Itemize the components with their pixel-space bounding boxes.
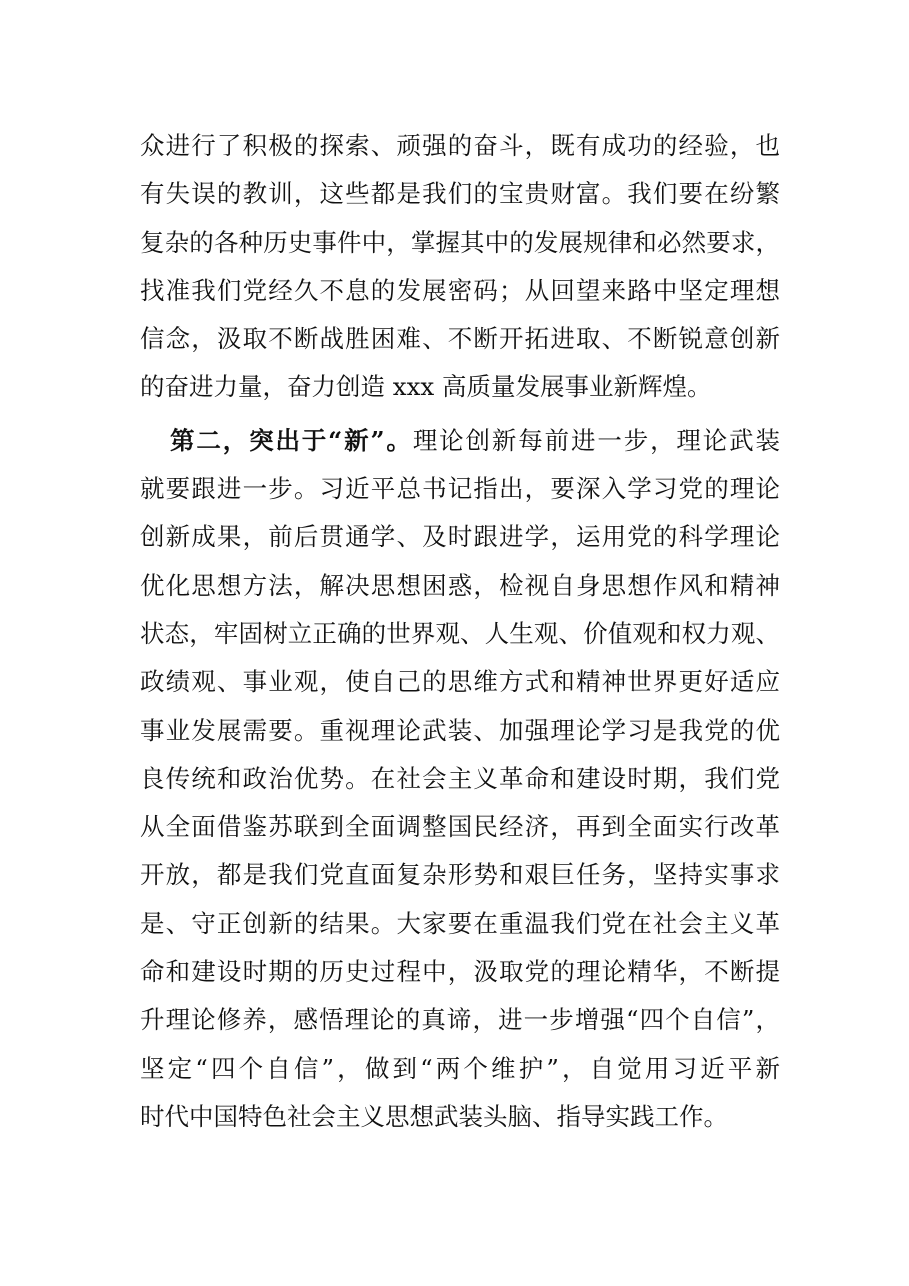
paragraph-2-line: 命和建设时期的历史过程中，汲取党的理论精华，不断提 — [140, 957, 780, 987]
paragraph-2-line: 状态，牢固树立正确的世界观、人生观、价值观和权力观、 — [140, 618, 780, 648]
paragraph-2-first-line — [140, 417, 780, 465]
paragraph-1-line: 的奋进力量，奋力创造 xxx 高质量发展事业新辉煌。 — [140, 372, 712, 402]
paragraph-2-line: 事业发展需要。重视理论武装、加强理论学习是我党的优 — [140, 715, 780, 745]
paragraph-1-line: 找准我们党经久不息的发展密码；从回望来路中坚定理想 — [140, 275, 780, 305]
paragraph-2-line: 时代中国特色社会主义思想武装头脑、指导实践工作。 — [140, 1101, 728, 1131]
paragraph-1-line: 复杂的各种历史事件中，掌握其中的发展规律和必然要求， — [140, 227, 780, 257]
paragraph-2-line: 优化思想方法，解决思想困惑，检视自身思想作风和精神 — [140, 570, 780, 600]
paragraph-1-line: 众进行了积极的探索、顽强的奋斗，既有成功的经验，也 — [140, 131, 780, 160]
paragraph-2-first-line-text: 理论创新每前进一步，理论武装 — [412, 425, 781, 455]
paragraph-2-line: 升理论修养，感悟理论的真谛，进一步增强“四个自信”， — [140, 1005, 780, 1035]
paragraph-2-line: 良传统和政治优势。在社会主义革命和建设时期，我们党 — [140, 763, 780, 793]
paragraph-2-line: 开放，都是我们党直面复杂形势和艰巨任务，坚持实事求 — [140, 860, 780, 890]
paragraph-1 — [140, 122, 780, 412]
paragraph-2-line: 就要跟进一步。习近平总书记指出，要深入学习党的理论 — [140, 474, 780, 504]
paragraph-2-line: 政绩观、事业观，使自己的思维方式和精神世界更好适应 — [140, 667, 780, 697]
paragraph-1-line: 信念，汲取不断战胜困难、不断开拓进取、不断锐意创新 — [140, 324, 780, 354]
document-body — [140, 122, 780, 1141]
paragraph-2-line: 是、守正创新的结果。大家要在重温我们党在社会主义革 — [140, 908, 780, 938]
paragraph-2-line: 从全面借鉴苏联到全面调整国民经济，再到全面实行改革 — [140, 812, 780, 842]
paragraph-1-line: 有失误的教训，这些都是我们的宝贵财富。我们要在纷繁 — [140, 179, 780, 209]
section-heading: 第二，突出于“新”。 — [170, 425, 413, 455]
paragraph-2-line: 创新成果，前后贯通学、及时跟进学，运用党的科学理论 — [140, 522, 780, 552]
paragraph-2 — [140, 417, 780, 1141]
paragraph-2-line: 坚定“四个自信”，做到“两个维护”，自觉用习近平新 — [140, 1053, 780, 1083]
